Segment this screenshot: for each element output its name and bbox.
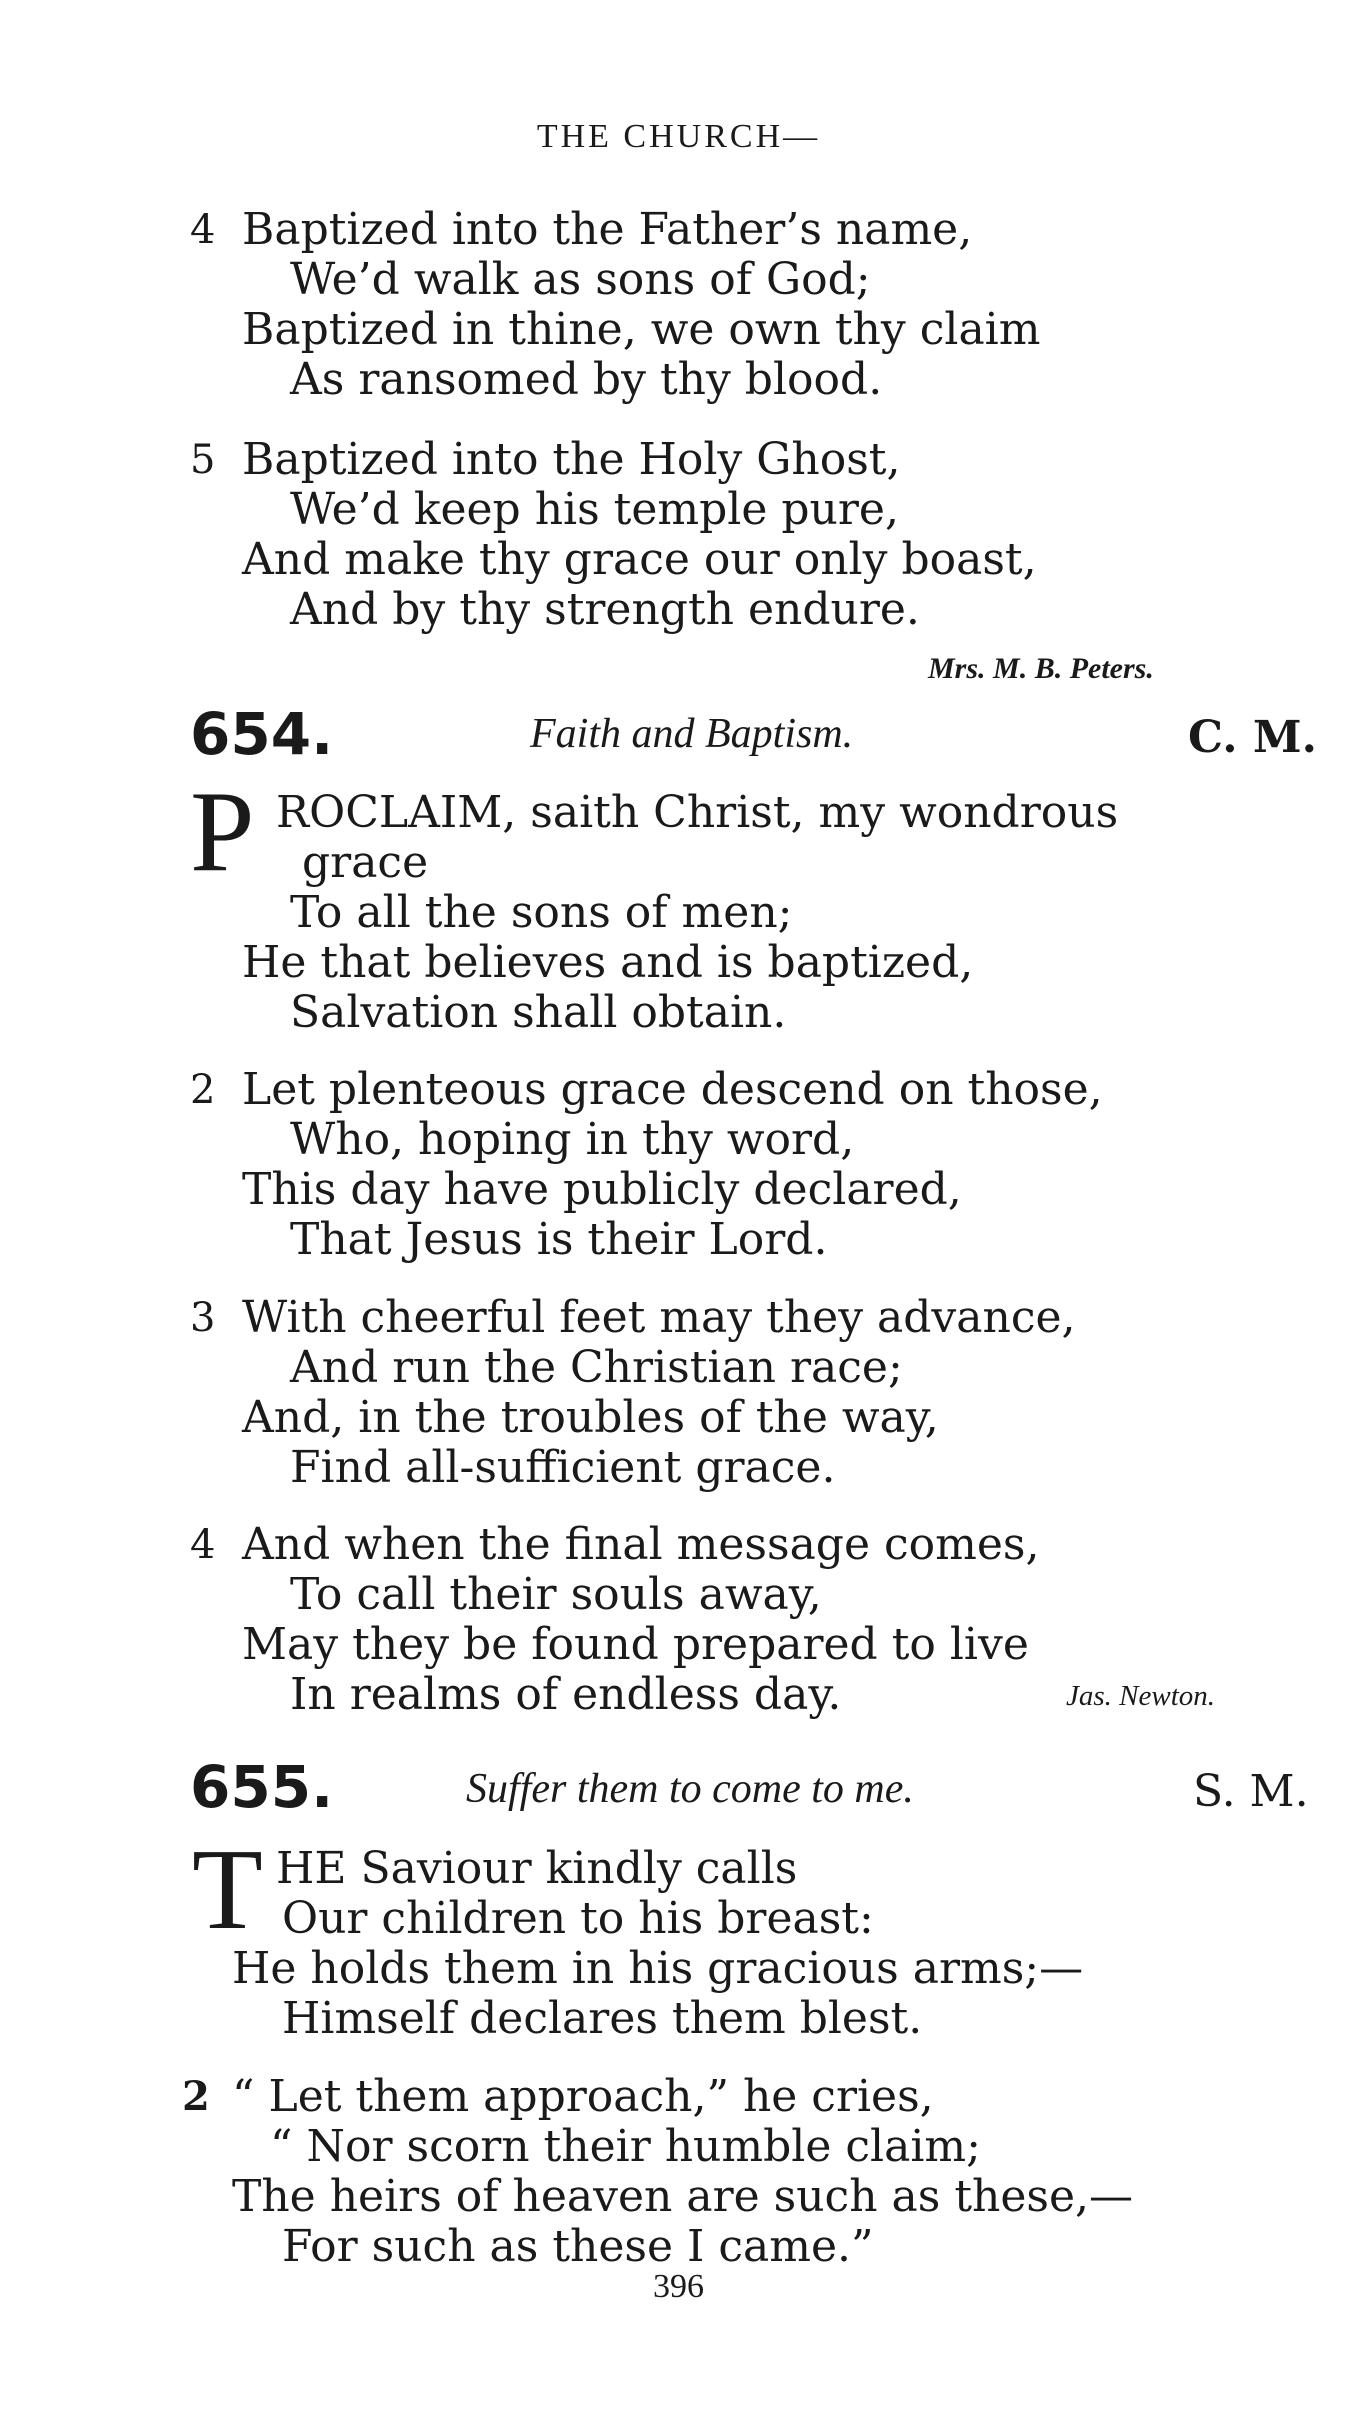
verse-line: Himself declares them blest. [282,1993,923,2044]
verse-line: grace [302,837,429,888]
verse-line: And when the final message comes, [242,1519,1040,1570]
verse-line: Our children to his breast: [282,1893,874,1944]
verse-line: Who, hoping in thy word, [290,1114,855,1165]
verse-number: 3 [190,1295,216,1341]
verse-line: And, in the troubles of the way, [242,1392,939,1443]
verse-line: He that believes and is baptized, [242,937,974,988]
verse-line: Baptized in thine, we own thy claim [242,304,1041,355]
drop-cap: P [190,768,255,896]
hymn-title: Faith and Baptism. [530,711,854,757]
attribution: Mrs. M. B. Peters. [928,652,1154,685]
verse-line: In realms of endless day. [290,1669,842,1720]
verse-line: This day have publicly declared, [242,1164,962,1215]
verse-line: He holds them in his gracious arms;— [232,1943,1084,1994]
verse-line: Find all-sufficient grace. [290,1442,836,1493]
verse-line: HE Saviour kindly calls [276,1843,798,1894]
verse-number: 4 [190,207,216,253]
verse-line: Let plenteous grace descend on those, [242,1064,1103,1115]
verse-line: To call their souls away, [290,1569,822,1620]
page-number: 396 [653,2268,704,2305]
verse-line: Baptized into the Father’s name, [242,204,973,255]
verse-line: “ Nor scorn their humble claim; [270,2121,981,2172]
verse-line: “ Let them approach,” he cries, [232,2071,934,2122]
hymn-number: 654. [190,700,334,768]
verse-number: 2 [182,2073,210,2120]
verse-line: Baptized into the Holy Ghost, [242,434,901,485]
running-head: THE CHURCH— [536,118,821,155]
verse-number: 4 [190,1522,216,1568]
verse-number: 2 [190,1067,216,1113]
verse-line: For such as these I came.” [282,2221,874,2272]
verse-line: The heirs of heaven are such as these,— [232,2171,1133,2222]
attribution: Jas. Newton. [1066,1680,1216,1712]
verse-line: As ransomed by thy blood. [290,354,883,405]
verse-line: Salvation shall obtain. [290,987,787,1038]
hymn-title: Suffer them to come to me. [466,1766,914,1812]
verse-line: And make thy grace our only boast, [242,534,1037,585]
verse-line: We’d walk as sons of God; [290,254,871,305]
verse-number: 5 [190,437,216,483]
verse-line: With cheerful feet may they advance, [242,1292,1076,1343]
verse-line: To all the sons of men; [290,887,793,938]
hymn-meter: S. M. [1193,1766,1309,1817]
hymn-meter: C. M. [1188,712,1317,763]
verse-line: That Jesus is their Lord. [290,1214,828,1265]
verse-line: ROCLAIM, saith Christ, my wondrous [276,787,1119,838]
verse-line: And run the Christian race; [290,1342,903,1393]
verse-line: We’d keep his temple pure, [290,484,899,535]
hymn-number: 655. [190,1753,334,1821]
verse-line: May they be found prepared to live [242,1619,1029,1670]
verse-line: And by thy strength endure. [290,584,920,635]
drop-cap: T [192,1826,263,1954]
